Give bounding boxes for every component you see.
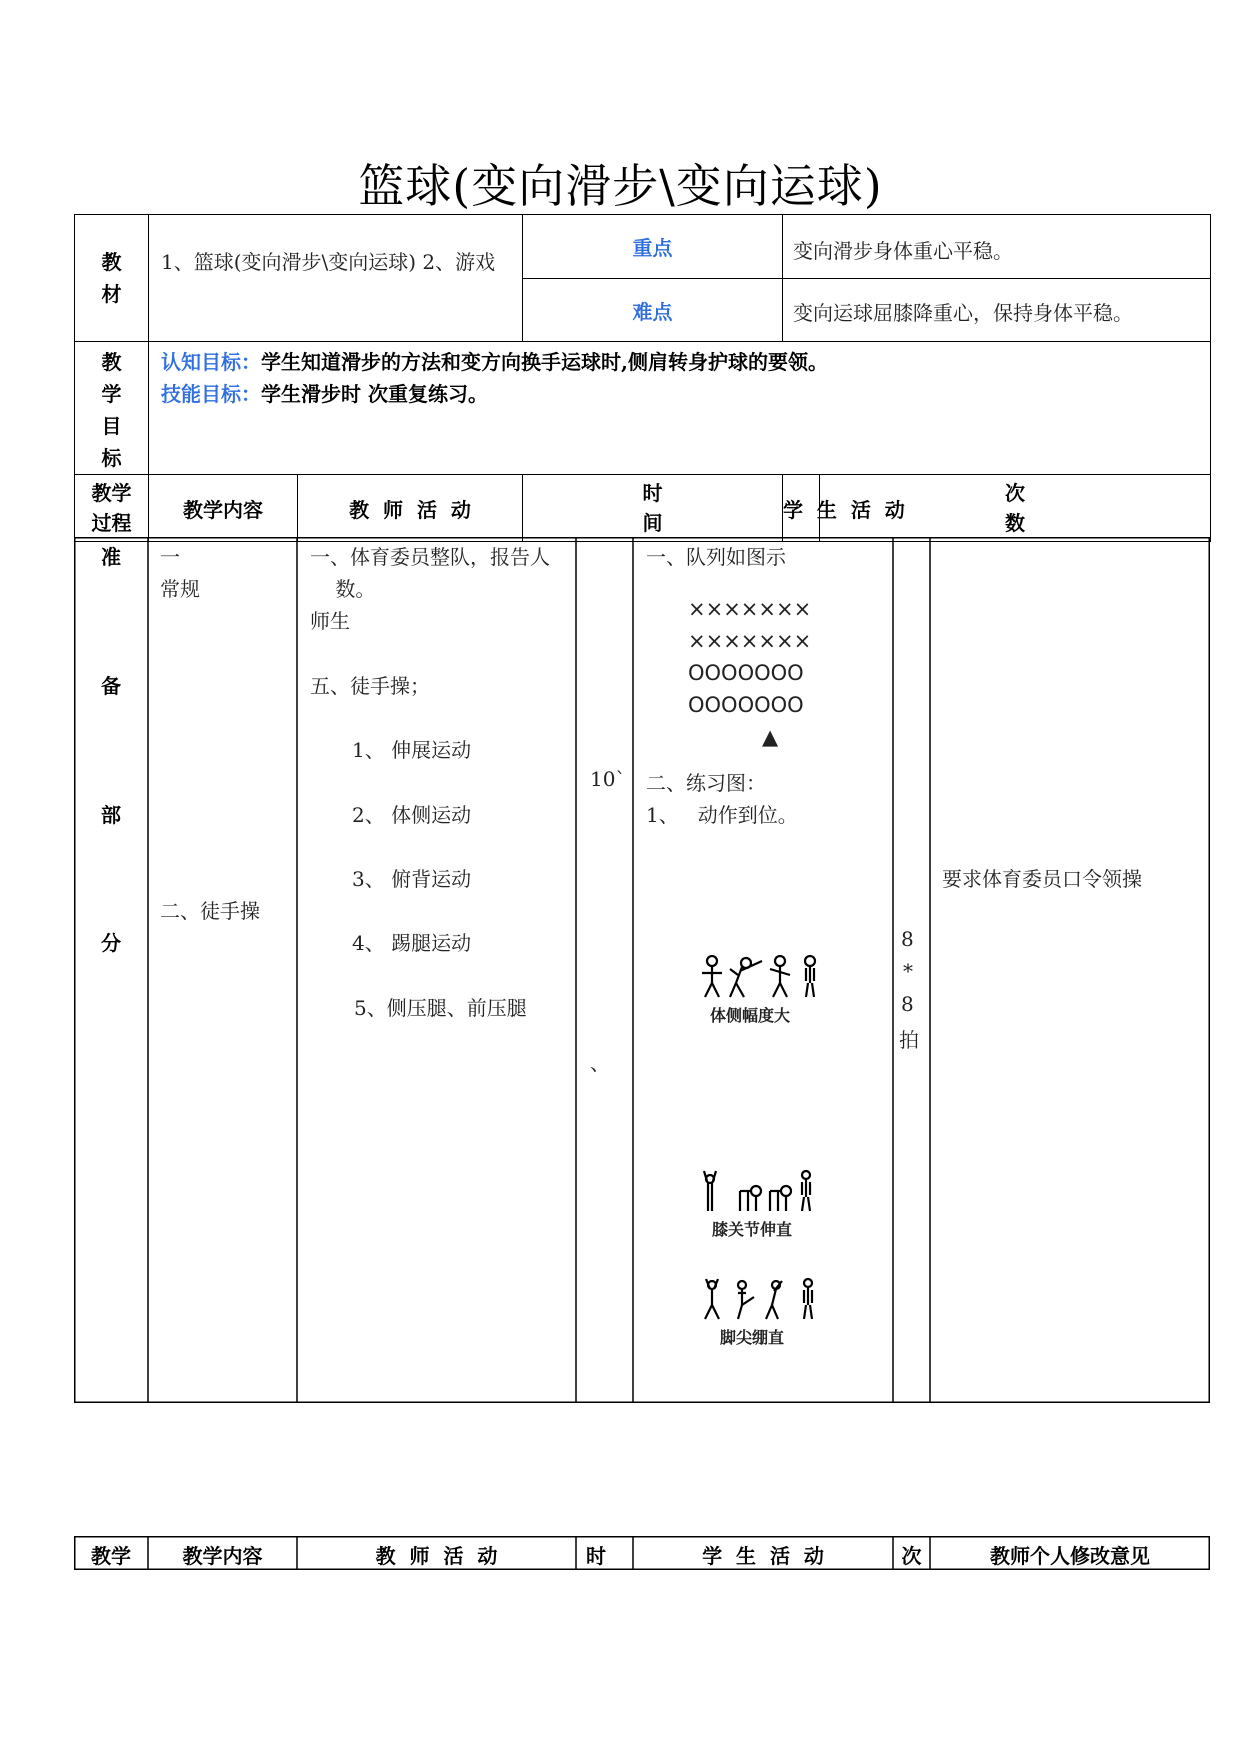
goals-content xyxy=(149,342,1211,475)
material-label: 教 材 xyxy=(75,215,149,342)
footer-header-row xyxy=(74,1536,1210,1570)
teacher-marker-icon: ▲ xyxy=(762,725,779,749)
cognitive-goal: 认知目标：学生知道滑步的方法和变方向换手运球时,侧肩转身护球的要领。 xyxy=(161,350,828,374)
footer-header-content: 教学内容 xyxy=(182,1544,263,1568)
lesson-plan-table xyxy=(74,214,1211,542)
footer-header-student: 学 生 活 动 xyxy=(702,1544,824,1568)
footer-header-time: 时 xyxy=(586,1544,606,1568)
stick-figures-icon xyxy=(702,1169,832,1215)
prep-grid-lines xyxy=(74,537,1210,1403)
difficulty-label: 难点 xyxy=(523,279,783,342)
material-text: 1、篮球(变向滑步\变向运球) 2、游戏 xyxy=(161,250,496,274)
footer-header-count: 次 xyxy=(901,1544,922,1568)
prep-section: 准 备 部 分 一 常规 二、徒手操 一、体育委员整队，报告人 数。 师生 五、徒手操； 1、 伸展运动 2、 体侧运动 3、 俯背运动 4、 踢腿运动 5、侧压腿、前压腿 10` 、 一、队列如图示 ××××××× ××××××× OOOOOOO OOOOOOO ▲ 二、练习图： 1、 动作到位。 体侧幅度大 膝关节伸直 脚尖绷直 8 * 8 拍 要求体育委员口令领操 xyxy=(74,537,1210,1403)
exercise-figure-knee-straight: 膝关节伸直 xyxy=(702,1169,832,1240)
stick-figures-icon xyxy=(702,1277,832,1323)
footer-header-teacher: 教 师 活 动 xyxy=(375,1544,498,1568)
key-point-label: 重点 xyxy=(523,215,783,279)
skill-goal: 技能目标：学生滑步时 次重复练习。 xyxy=(161,382,488,406)
header-student: 学 生 活 动 xyxy=(783,475,820,542)
exercise-figure-side-bend: 体侧幅度大 xyxy=(702,955,832,1026)
header-process: 教学 过程 xyxy=(75,475,149,542)
stick-figures-icon xyxy=(702,955,832,1001)
header-teacher: 教 师 活 动 xyxy=(298,475,523,542)
material-content xyxy=(149,215,523,342)
footer-header-process: 教学 xyxy=(91,1544,131,1568)
header-time: 时 间 xyxy=(523,475,783,542)
exercise-figure-toe-point: 脚尖绷直 xyxy=(702,1277,832,1348)
header-content: 教学内容 xyxy=(149,475,298,542)
key-point-text: 变向滑步身体重心平稳。 xyxy=(783,215,1211,279)
prep-opinion: 要求体育委员口令领操 xyxy=(942,867,1142,891)
header-count: 次 数 xyxy=(820,475,1211,542)
footer-header-opinion: 教师个人修改意见 xyxy=(990,1544,1150,1568)
goals-label: 教 学 目 标 xyxy=(75,342,149,475)
difficulty-text: 变向运球屈膝降重心，保持身体平稳。 xyxy=(783,279,1211,342)
page-title: 篮球(变向滑步\变向运球) xyxy=(358,159,883,213)
